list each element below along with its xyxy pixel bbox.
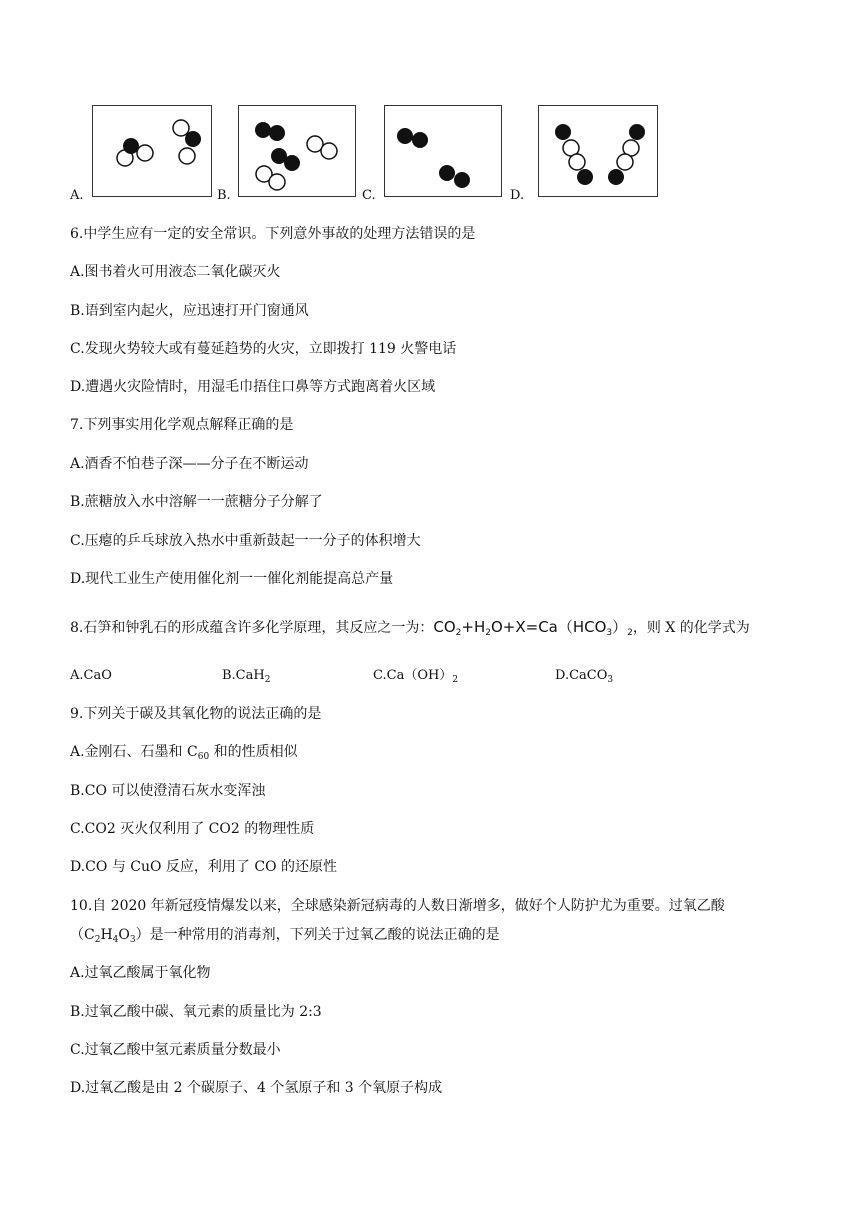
q5-option-d-label: D. [510,188,525,203]
q8-stem [70,617,750,638]
q10-stem-line1: 10.自 2020 年新冠疫情爆发以来，全球感染新冠病毒的人数日渐增多，做好个人防护尤为重要。过氧乙酸 [70,898,725,914]
q10-option-a: A.过氧乙酸属于氧化物 [70,965,211,981]
q5-figure-b [238,105,356,197]
q6-option-c: C.发现火势较大或有蔓延趋势的火灾，立即拨打 119 火警电话 [70,341,457,357]
q7-option-a: A.酒香不怕巷子深——分子在不断运动 [70,456,309,472]
q5-figure-c-molecules [385,106,503,198]
q6-option-a: A.图书着火可用液态二氧化碳灭火 [70,264,281,280]
q5-option-c-label: C. [362,188,376,203]
q9-option-d: D.CO 与 CuO 反应，利用了 CO 的还原性 [70,859,338,875]
q10-option-c: C.过氧乙酸中氢元素质量分数最小 [70,1042,281,1058]
q8-option-c: $C.Ca(OH)_2$ [373,668,459,685]
q8-option-a: A.CaO [70,668,112,683]
q5-figure-a-molecules [93,106,213,198]
q5-figure-d [538,105,658,197]
q7-option-b: B.蔗糖放入水中溶解一一蔗糖分子分解了 [70,494,323,510]
q8-stem-suffix: ，则 X 的化学式为 [632,620,750,636]
q5-figure-a [92,105,212,197]
q9-stem: 9.下列关于碳及其氧化物的说法正确的是 [70,706,322,722]
q6-option-b: B.语到室内起火，应迅速打开门窗通风 [70,303,309,319]
q8-equation: $CO_2+H_2O+X=Ca(HCO_3)_2$ [433,618,633,638]
q9-option-c: C.CO2 灭火仅利用了 CO2 的物理性质 [70,821,315,837]
q6-option-d: D.遭遇火灾险情时，用湿毛巾捂住口鼻等方式跑离着火区域 [70,379,436,395]
q10-stem-line2: $(C_2H_4O_3)$是一种常用的消毒剂，下列关于过氧乙酸的说法正确的是 [70,927,500,945]
q6-stem: 6.中学生应有一定的安全常识。下列意外事故的处理方法错误的是 [70,226,476,242]
q10-option-b: B.过氧乙酸中碳、氧元素的质量比为 2:3 [70,1004,322,1020]
q7-stem: 7.下列事实用化学观点解释正确的是 [70,417,294,433]
q5-option-b-label: B. [217,188,231,203]
q7-option-d: D.现代工业生产使用催化剂一一催化剂能提高总产量 [70,571,394,587]
q8-option-d: D.CaCO$_3$ [555,668,614,685]
q5-figure-b-molecules [239,106,357,198]
q7-option-c: C.压瘪的乒乓球放入热水中重新鼓起一一分子的体积增大 [70,533,421,549]
q5-figure-c [384,105,502,197]
q9-option-b: B.CO 可以使澄清石灰水变浑浊 [70,783,266,799]
q9-option-a: A.金刚石、石墨和 $C_{60}$ 和的性质相似 [70,744,298,762]
q5-option-a-label: A. [70,188,84,203]
q8-stem-prefix: 8.石笋和钟乳石的形成蕴含许多化学原理，其反应之一为： [70,620,434,636]
q8-option-b: B.CaH$_2$ [222,668,271,685]
q5-figure-d-molecules [539,106,659,198]
q10-option-d: D.过氧乙酸是由 2 个碳原子、4 个氢原子和 3 个氧原子构成 [70,1080,443,1096]
